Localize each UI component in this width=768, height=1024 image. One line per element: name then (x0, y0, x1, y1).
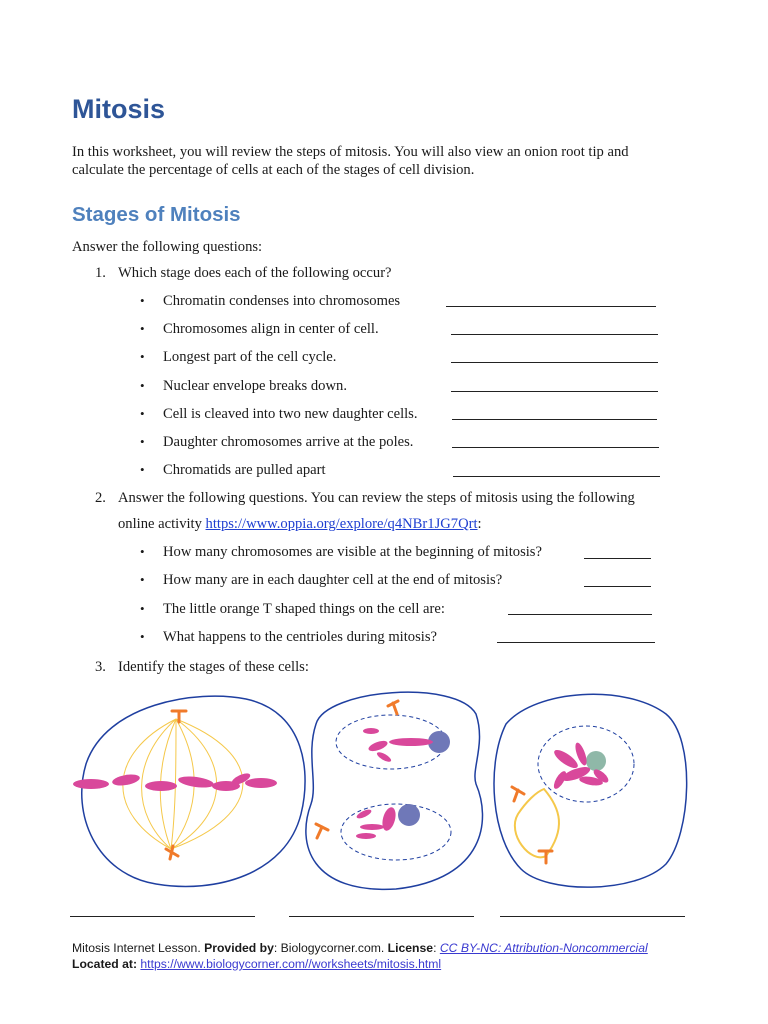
answer-blank[interactable] (451, 391, 658, 392)
q1-item-6: Daughter chromosomes arrive at the poles. (163, 434, 414, 450)
footer-line-2 (72, 956, 441, 972)
located-link[interactable]: https://www.biologycorner.com//worksheets/mitosis.html (140, 957, 442, 971)
question-2-text: Answer the following questions. You can review the steps of mitosis using the following (118, 490, 635, 506)
answer-blank[interactable] (446, 306, 656, 307)
question-3-text: Identify the stages of these cells: (118, 659, 309, 675)
answer-blank[interactable] (451, 334, 658, 335)
footer-line-1 (72, 940, 648, 956)
q2-line2-prefix: online activity (118, 516, 206, 532)
q1-item-3: Longest part of the cell cycle. (163, 349, 337, 365)
answer-blank[interactable] (497, 642, 655, 643)
question-3-number: 3. (95, 659, 106, 675)
q2-item-3: The little orange T shaped things on the cell are: (163, 601, 445, 617)
answer-blank[interactable] (453, 476, 660, 477)
answer-blank[interactable] (452, 447, 659, 448)
nucleolus (398, 804, 420, 826)
mitosis-cells-diagram (66, 684, 696, 904)
bullet-icon: • (140, 293, 145, 308)
question-1-number: 1. (95, 265, 106, 281)
question-2-number: 2. (95, 490, 106, 506)
q2-item-4: What happens to the centrioles during mitosis? (163, 629, 437, 645)
intro-paragraph (72, 143, 712, 179)
intro-line-2: calculate the percentage of cells at each of the stages of cell division. (72, 162, 475, 178)
bullet-icon: • (140, 462, 145, 477)
q1-item-5: Cell is cleaved into two new daughter cells. (163, 406, 418, 422)
q2-line2-suffix: : (477, 516, 482, 532)
bullet-icon: • (140, 629, 145, 644)
q2-item-2: How many are in each daughter cell at the end of mitosis? (163, 572, 503, 588)
license-separator: : (433, 941, 440, 955)
cell-1-answer-blank[interactable] (70, 916, 255, 917)
bullet-icon: • (140, 321, 145, 336)
license-label: License (387, 941, 434, 955)
answer-blank[interactable] (584, 558, 651, 559)
cell-3-answer-blank[interactable] (500, 916, 685, 917)
bullet-icon: • (140, 601, 145, 616)
answer-blank[interactable] (451, 362, 658, 363)
cell-prophase (494, 694, 687, 887)
centriole-icon (512, 787, 552, 863)
cell-membrane (306, 692, 483, 889)
bullet-icon: • (140, 406, 145, 421)
q2-item-1: How many chromosomes are visible at the beginning of mitosis? (163, 544, 542, 560)
footer-prefix: Mitosis Internet Lesson. (72, 941, 205, 955)
located-label: Located at: (72, 957, 138, 971)
q1-item-7: Chromatids are pulled apart (163, 462, 326, 478)
bullet-icon: • (140, 544, 145, 559)
bullet-icon: • (140, 572, 145, 587)
q1-item-1: Chromatin condenses into chromosomes (163, 293, 401, 309)
section-heading: Stages of Mitosis (72, 203, 241, 226)
intro-line-1: In this worksheet, you will review the steps of mitosis. You will also view an onion root tip and (72, 144, 629, 160)
page-title: Mitosis (72, 94, 166, 124)
bullet-icon: • (140, 434, 145, 449)
bullet-icon: • (140, 349, 145, 364)
cell-membrane (494, 694, 687, 887)
nuclear-envelope (341, 804, 451, 860)
provided-value: : Biologycorner.com. (273, 941, 388, 955)
provided-label: Provided by (204, 941, 274, 955)
q1-item-4: Nuclear envelope breaks down. (163, 378, 347, 394)
question-1-text: Which stage does each of the following occur? (118, 265, 392, 281)
license-link[interactable]: CC BY-NC: Attribution-Noncommercial (439, 941, 648, 955)
cell-2-answer-blank[interactable] (289, 916, 474, 917)
q1-item-2: Chromosomes align in center of cell. (163, 321, 379, 337)
instruction-text: Answer the following questions: (72, 239, 263, 255)
bullet-icon: • (140, 378, 145, 393)
cell-telophase (306, 692, 483, 889)
answer-blank[interactable] (584, 586, 651, 587)
chromosomes (355, 728, 433, 839)
oppia-activity-link[interactable]: https://www.oppia.org/explore/q4NBr1JG7Qrt (205, 516, 478, 532)
answer-blank[interactable] (508, 614, 652, 615)
spindle-fibers (515, 789, 559, 857)
question-2-text-line-2 (118, 515, 482, 533)
answer-blank[interactable] (452, 419, 657, 420)
cell-metaphase (73, 696, 305, 886)
